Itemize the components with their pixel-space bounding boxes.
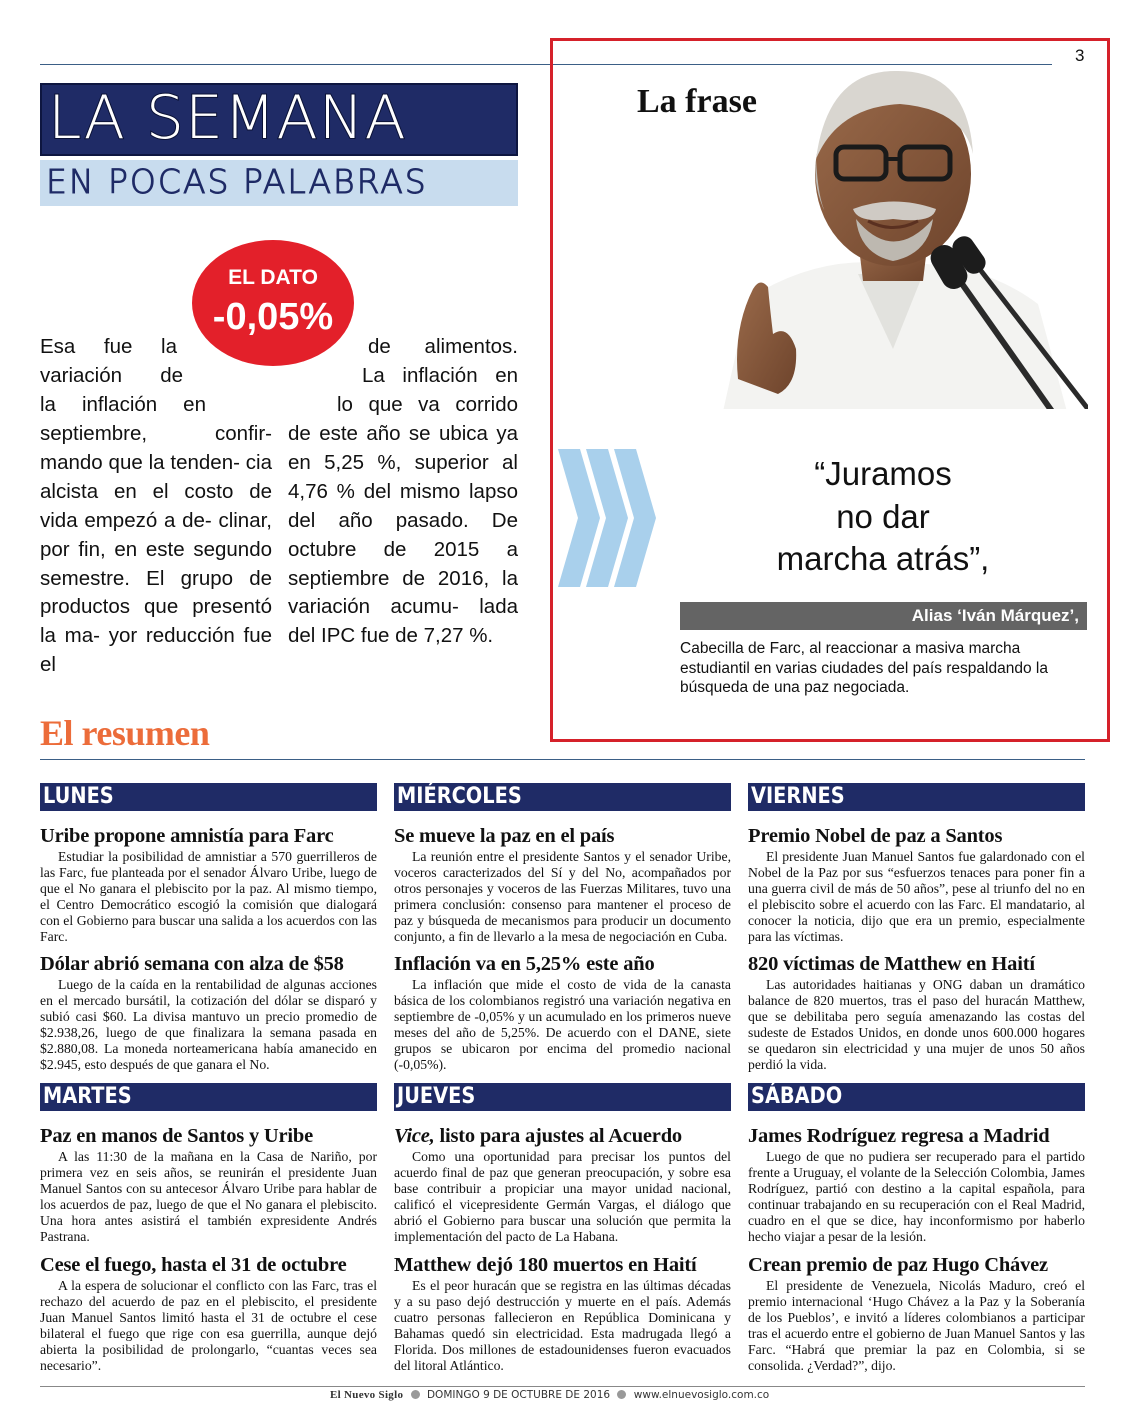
article-head-miercoles-2: Inflación va en 5,25% este año <box>394 953 655 975</box>
footer-rule <box>40 1386 1085 1387</box>
footer-url[interactable]: www.elnuevosiglo.com.co <box>633 1389 770 1401</box>
article-head-sabado-2: Crean premio de paz Hugo Chávez <box>748 1254 1048 1276</box>
article-head-martes-1: Paz en manos de Santos y Uribe <box>40 1125 314 1147</box>
frase-alias: Alias ‘Iván Márquez’, <box>680 602 1087 630</box>
masthead-subtitle: EN POCAS PALABRAS <box>46 162 428 201</box>
dato-line-left-2: variación de <box>40 364 183 387</box>
footer-dot-icon <box>411 1390 420 1399</box>
frase-quote <box>713 453 1053 581</box>
resumen-rule <box>40 759 1085 760</box>
article-head-miercoles-1: Se mueve la paz en el país <box>394 825 615 847</box>
article-body-sabado-2: El presidente de Venezuela, Nicolás Maduro, creó el premio internacional ‘Hugo Chávez a la Paz y la Soberanía de los Pueblos’, e invitó a líderes colombianos a participar tras el acuerdo entre el gobierno de Juan Manuel Santos y las Farc. “Habrá que premiar la paz en Colombia, si se consolida. ¿Verdad?”, dijo. <box>748 1278 1085 1374</box>
article-head-jueves-2: Matthew dejó 180 muertos en Haití <box>394 1254 697 1276</box>
footer <box>330 1389 769 1401</box>
dato-body-right: de este año se ubica ya en 5,25 %, superior al 4,76 % del mismo lapso del año pasado. De octubre de 2015 a septiembre de 2016, la variación acumu- lada del IPC fue de 7,27 %. <box>288 422 518 648</box>
dato-line-right-2: La inflación en <box>362 364 518 387</box>
masthead-title: LA SEMANA <box>48 83 407 153</box>
frase-box <box>550 38 1110 742</box>
masthead-subtitle-box <box>40 160 518 206</box>
day-bar-jueves: JUEVES <box>394 1083 731 1111</box>
article-body-miercoles-1: La reunión entre el presidente Santos y el senador Uribe, voceros caracterizados del Sí y del No, acompañados por otros personajes y voceros de las Fuerzas Militares, tuvo una primera conclusión: consenso para mantener el proceso de paz y búsqueda de mecanismos para producir un documento conjunto, a fin de llevarlo a la mesa de negociación en Cuba. <box>394 849 731 945</box>
footer-dot-icon <box>617 1390 626 1399</box>
article-head-lunes-1: Uribe propone amnistía para Farc <box>40 825 334 847</box>
article-head-jueves-1: Vice, listo para ajustes al Acuerdo <box>394 1125 682 1147</box>
day-bar-sabado: SÁBADO <box>748 1083 1085 1111</box>
article-body-lunes-1: Estudiar la posibilidad de amnistiar a 570 guerrilleros de las Farc, fue planteada por el senador Álvaro Uribe, luego de que el No ganara el plebiscito por la paz. Al mismo tiempo, el Centro Democrático escogió la comisión que dialogará con el Gobierno para buscar una salida a los acuerdos con las Farc. <box>40 849 377 945</box>
article-body-jueves-1: Como una oportunidad para precisar los puntos del acuerdo final de paz que generan preocupación, y sobre esa base contribuir a propiciar una mayor unidad nacional, calificó el vicepresidente Germán Vargas, el diálogo que abrió el Gobierno para buscar una solución que permita la implementación del pacto de La Habana. <box>394 1149 731 1245</box>
dato-line-left-3: la inflación en <box>40 393 206 416</box>
dato-value: -0,05% <box>212 296 334 338</box>
article-head-lunes-2: Dólar abrió semana con alza de $58 <box>40 953 344 975</box>
chevrons-decoration <box>558 449 658 587</box>
footer-date: DOMINGO 9 DE OCTUBRE DE 2016 <box>426 1389 611 1401</box>
resumen-title: El resumen <box>40 713 210 753</box>
page-number: 3 <box>1075 46 1085 65</box>
dato-line-right-3: lo que va corrido <box>337 393 518 416</box>
day-bar-viernes: VIERNES <box>748 783 1085 811</box>
masthead-box <box>40 83 518 156</box>
day-bar-lunes: LUNES <box>40 783 377 811</box>
frase-title: La frase <box>637 83 757 120</box>
article-body-martes-2: A la espera de solucionar el conflicto con las Farc, tras el rechazo del acuerdo de paz en el plebiscito, el presidente Juan Manuel Santos limitó hasta el 31 de octubre el cese bilateral el fuego que rige con esa guerrilla, aunque dejó abierta la posibilidad de prolongarlo, “cuantas veces sea necesario”. <box>40 1278 377 1374</box>
article-body-viernes-1: El presidente Juan Manuel Santos fue galardonado con el Nobel de la Paz por sus “esfuerzos tenaces para poner fin a una guerra civil de más de 50 años”, pese al triunfo del no en el plebiscito sobre el acuerdo con las Farc. El mandatario, al conocer la noticia, dijo que era un premio, especialmente para las víctimas. <box>748 849 1085 945</box>
footer-brand: El Nuevo Siglo <box>330 1389 404 1401</box>
article-body-sabado-1: Luego de que no pudiera ser recuperado para el partido frente a Uruguay, el volante de la Selección Colombia, James Rodríguez, partió con destino a la capital española, para continuar trabajando en su recuperación con el Real Madrid, cuadro en el que se dice, hay inconformismo por haberlo hecho viajar a pesar de la lesión. <box>748 1149 1085 1245</box>
article-head-martes-2: Cese el fuego, hasta el 31 de octubre <box>40 1254 347 1276</box>
quote-line-1: “Juramos <box>814 455 952 492</box>
quote-line-2: no dar <box>836 497 930 535</box>
dato-label: EL DATO <box>228 266 318 289</box>
dato-body-left: septiembre, confir- mando que la tenden- cia alcista en el costo de vida empezó a de- clinar, por fin, en este segundo semestre. El grupo de productos que presentó la ma- yor reducción fue el <box>40 422 272 677</box>
day-bar-martes: MARTES <box>40 1083 377 1111</box>
article-body-viernes-2: Las autoridades haitianas y ONG daban un dramático balance de 820 muertos, tras el paso del huracán Matthew, que se debilitaba pero seguía amenazando las costas del sudeste de Estados Unidos, en donde unos 600.000 hogares se quedaron sin electricidad y una mujer de unos 50 años perdió la vida. <box>748 977 1085 1073</box>
article-head-viernes-1: Premio Nobel de paz a Santos <box>748 825 1003 847</box>
article-head-viernes-2: 820 víctimas de Matthew en Haití <box>748 953 1035 975</box>
frase-description: Cabecilla de Farc, al reaccionar a masiva marcha estudiantil en varias ciudades del país respaldando la búsqueda de una paz negociada. <box>680 640 1048 696</box>
dato-line-left-1: Esa fue la <box>40 335 177 358</box>
dato-badge <box>192 240 354 366</box>
article-body-martes-1: A las 11:30 de la mañana en la Casa de Nariño, por primera vez en seis años, se reunirán el presidente Juan Manuel Santos con su antecesor Álvaro Uribe para hablar de los acuerdos de paz, luego de que el No ganara el plebiscito. Una hora antes asistirá el también expresidente Andrés Pastrana. <box>40 1149 377 1245</box>
article-body-miercoles-2: La inflación que mide el costo de vida de la canasta básica de los colombianos registró una variación negativa en septiembre de -0,05% y un acumulado en los primeros nueve meses del año de 5,25%. De acuerdo con el DANE, siete grupos se ubicaron por encima del promedio nacional (-0,05%). <box>394 977 731 1073</box>
dato-line-right-1: de alimentos. <box>368 335 518 358</box>
article-body-lunes-2: Luego de la caída en la rentabilidad de algunas acciones en el mercado bursátil, la cotización del dólar se disparó y subió casi $60. La divisa mantuvo un precio promedio de $2.938,26, luego de que finalizara la semana pasada en $2.880,08. La moneda norteamericana había amanecido en $2.945, esto después de que ganara el No. <box>40 977 377 1073</box>
article-head-sabado-1: James Rodríguez regresa a Madrid <box>748 1125 1050 1147</box>
day-bar-miercoles: MIÉRCOLES <box>394 783 731 811</box>
quote-line-3: marcha atrás”, <box>776 540 990 577</box>
article-body-jueves-2: Es el peor huracán que se registra en las últimas décadas y a su paso dejó destrucción y muerte en el país. Además cuatro personas fallecieron en República Dominicana y Bahamas quedó sin electricidad. Esta madrugada llegó a Florida. Dos millones de estadounidenses fueron evacuados del litoral Atlántico. <box>394 1278 731 1374</box>
speaker-photo <box>678 49 1088 434</box>
